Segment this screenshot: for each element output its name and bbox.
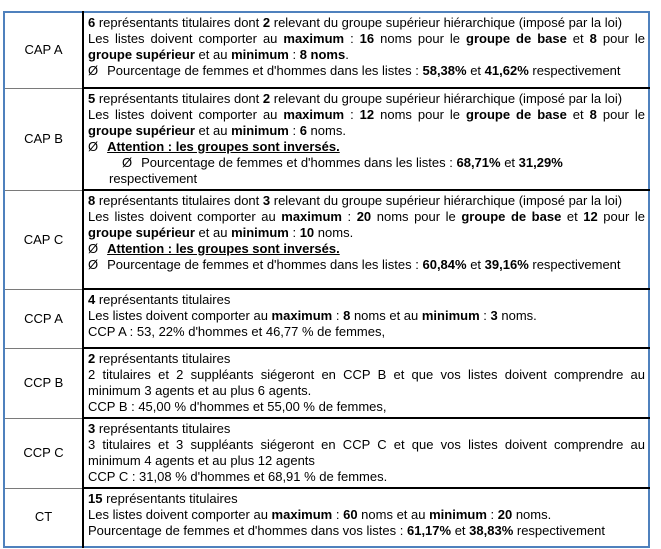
paragraph — [88, 63, 645, 79]
text-run: CCP B : 45,00 % d'hommes et 55,00 % de femmes, — [88, 399, 387, 414]
text-run: : — [344, 107, 360, 122]
text-run: Attention : les groupes sont inversés. — [107, 241, 340, 256]
text-run: 31,29% — [518, 155, 563, 170]
text-run: . — [345, 47, 349, 62]
text-run: 3 titulaires et 3 suppléants siégeront en CCP C et que vos listes doivent comprendre au minimum 4 agents et au plus 12 agents — [88, 437, 645, 468]
text-run: minimum — [231, 225, 289, 240]
row-content — [83, 88, 649, 190]
text-run: groupe supérieur — [88, 47, 195, 62]
row-content — [83, 289, 649, 348]
text-run: maximum — [271, 507, 333, 522]
text-run: maximum — [281, 209, 342, 224]
text-run: 60,84% — [422, 257, 467, 272]
text-run: Les listes doivent comporter au — [88, 507, 272, 522]
paragraph — [88, 308, 645, 324]
text-run: CCP A : 53, 22% d'hommes et 46,77 % de femmes, — [88, 324, 386, 339]
text-run: 39,16% — [484, 257, 529, 272]
text-run: 58,38% — [422, 63, 467, 78]
text-run: 16 — [359, 31, 375, 46]
text-run: Pourcentage de femmes et d'hommes dans les listes : — [141, 155, 457, 170]
text-run: minimum — [429, 507, 487, 522]
list-bullet-marker: Ø — [88, 139, 99, 154]
row-label: CCP A — [4, 289, 83, 348]
row-content — [83, 190, 649, 289]
text-run: 3 — [490, 308, 498, 323]
text-run: noms. — [314, 225, 354, 240]
paragraph — [88, 257, 645, 273]
text-run: 4 — [88, 292, 96, 307]
list-bullet-marker: Ø — [88, 257, 99, 272]
text-run: Pourcentage de femmes et d'hommes dans les listes : — [107, 63, 423, 78]
text-run: 8 noms — [299, 47, 346, 62]
text-run: représentants titulaires — [95, 351, 231, 366]
text-run: pour le — [596, 31, 645, 46]
text-run: 8 — [343, 308, 351, 323]
text-run: Les listes doivent comporter au — [88, 209, 282, 224]
row-label: CT — [4, 488, 83, 547]
text-run: noms. — [306, 123, 346, 138]
row-label: CCP C — [4, 418, 83, 488]
committee-table-body — [4, 12, 649, 547]
paragraph — [88, 507, 645, 523]
paragraph — [109, 155, 645, 187]
text-run: 8 — [88, 193, 96, 208]
text-run: minimum — [421, 308, 480, 323]
text-run: 2 — [262, 15, 271, 30]
text-run: 38,83% — [469, 523, 514, 538]
text-run: 10 — [299, 225, 315, 240]
text-run: 20 — [497, 507, 513, 522]
text-run: Les listes doivent comporter au — [88, 308, 272, 323]
text-run: 3 — [88, 421, 96, 436]
text-run: : — [288, 225, 300, 240]
text-run: 3 — [262, 193, 271, 208]
text-run: respectivement — [109, 171, 198, 186]
paragraph — [88, 15, 645, 31]
row-label: CAP B — [4, 88, 83, 190]
text-run: représentants titulaires dont — [95, 15, 263, 30]
table-row — [4, 12, 649, 88]
text-run: noms pour le — [371, 209, 462, 224]
row-content — [83, 348, 649, 418]
paragraph — [88, 421, 645, 437]
text-run: minimum — [231, 47, 289, 62]
table-row — [4, 488, 649, 547]
list-bullet-marker: Ø — [122, 155, 133, 170]
text-run: 8 — [589, 107, 597, 122]
text-run: : — [486, 507, 498, 522]
text-run: représentants titulaires — [102, 491, 238, 506]
paragraph — [88, 469, 645, 485]
text-run: et — [451, 523, 470, 538]
paragraph — [88, 31, 645, 63]
list-bullet-marker: Ø — [88, 241, 99, 256]
text-run: groupe de base — [466, 107, 567, 122]
text-run: 2 titulaires et 2 suppléants siégeront en CCP B et que vos listes doivent comprendre au minimum 3 agents et au plus 6 agents. — [88, 367, 645, 398]
text-run: : — [341, 209, 357, 224]
text-run: : — [288, 123, 300, 138]
text-run: Attention : les groupes sont inversés. — [107, 139, 340, 154]
row-label: CCP B — [4, 348, 83, 418]
text-run: groupe de base — [461, 209, 562, 224]
row-label: CAP A — [4, 12, 83, 88]
text-run: représentants titulaires — [95, 292, 231, 307]
row-content — [83, 418, 649, 488]
paragraph — [88, 209, 645, 241]
paragraph — [88, 523, 645, 539]
text-run: représentants titulaires dont — [95, 193, 263, 208]
text-run: maximum — [283, 107, 345, 122]
list-bullet-marker: Ø — [88, 63, 99, 78]
paragraph — [88, 437, 645, 469]
paragraph — [88, 139, 645, 155]
text-run: groupe supérieur — [88, 123, 195, 138]
paragraph — [88, 367, 645, 399]
paragraph — [88, 491, 645, 507]
paragraph — [88, 324, 645, 340]
text-run: maximum — [283, 31, 345, 46]
text-run: pour le — [597, 209, 645, 224]
text-run: noms pour le — [374, 107, 466, 122]
text-run: noms. — [497, 308, 537, 323]
paragraph — [88, 91, 645, 107]
paragraph — [88, 292, 645, 308]
text-run: 60 — [343, 507, 358, 522]
text-run: : — [288, 47, 300, 62]
text-run: 8 — [589, 31, 597, 46]
text-run: et au — [194, 123, 232, 138]
text-run: Les listes doivent comporter au — [88, 31, 284, 46]
text-run: Les listes doivent comporter au — [88, 107, 284, 122]
text-run: 61,17% — [406, 523, 452, 538]
text-run: et — [466, 257, 485, 272]
table-row — [4, 190, 649, 289]
text-run: et au — [194, 225, 232, 240]
text-run: 12 — [359, 107, 375, 122]
text-run: noms et au — [350, 308, 422, 323]
text-run: Pourcentage de femmes et d'hommes dans les listes : — [107, 257, 423, 272]
text-run: minimum — [231, 123, 289, 138]
text-run: : — [479, 308, 491, 323]
text-run: 2 — [262, 91, 271, 106]
paragraph — [88, 193, 645, 209]
text-run: groupe de base — [466, 31, 567, 46]
text-run: noms pour le — [374, 31, 466, 46]
text-run: 68,71% — [456, 155, 501, 170]
text-run: et — [566, 107, 590, 122]
committee-table — [3, 11, 650, 548]
paragraph — [88, 351, 645, 367]
text-run: 41,62% — [484, 63, 529, 78]
text-run: noms et au — [357, 507, 430, 522]
text-run: 12 — [583, 209, 598, 224]
text-run: respectivement — [513, 523, 606, 538]
paragraph — [88, 107, 645, 139]
text-run: représentants titulaires — [95, 421, 231, 436]
text-run: groupe supérieur — [88, 225, 195, 240]
text-run: 5 — [88, 91, 96, 106]
text-run: et — [466, 63, 485, 78]
text-run: CCP C : 31,08 % d'hommes et 68,91 % de femmes. — [88, 469, 388, 484]
paragraph — [88, 241, 645, 257]
text-run: respectivement — [528, 257, 621, 272]
text-run: : — [332, 308, 344, 323]
row-label: CAP C — [4, 190, 83, 289]
text-run: relevant du groupe supérieur hiérarchique (imposé par la loi) — [270, 193, 623, 208]
text-run: et — [561, 209, 584, 224]
text-run: noms. — [512, 507, 552, 522]
text-run: relevant du groupe supérieur hiérarchique (imposé par la loi) — [270, 15, 623, 30]
text-run: : — [344, 31, 360, 46]
text-run: 6 — [299, 123, 307, 138]
text-run: et — [566, 31, 590, 46]
text-run: pour le — [596, 107, 645, 122]
text-run: Pourcentage de femmes et d'hommes dans vos listes : — [88, 523, 407, 538]
table-row — [4, 348, 649, 418]
text-run: et — [500, 155, 519, 170]
text-run: 2 — [88, 351, 96, 366]
table-row — [4, 289, 649, 348]
text-run: respectivement — [528, 63, 621, 78]
text-run: 15 — [88, 491, 103, 506]
table-row — [4, 418, 649, 488]
text-run: : — [332, 507, 344, 522]
text-run: et au — [194, 47, 232, 62]
text-run: représentants titulaires dont — [95, 91, 263, 106]
row-content — [83, 12, 649, 88]
text-run: relevant du groupe supérieur hiérarchique (imposé par la loi) — [270, 91, 623, 106]
paragraph — [88, 399, 645, 415]
text-run: maximum — [271, 308, 333, 323]
table-row — [4, 88, 649, 190]
row-content — [83, 488, 649, 547]
text-run: 6 — [88, 15, 96, 30]
text-run: 20 — [356, 209, 372, 224]
